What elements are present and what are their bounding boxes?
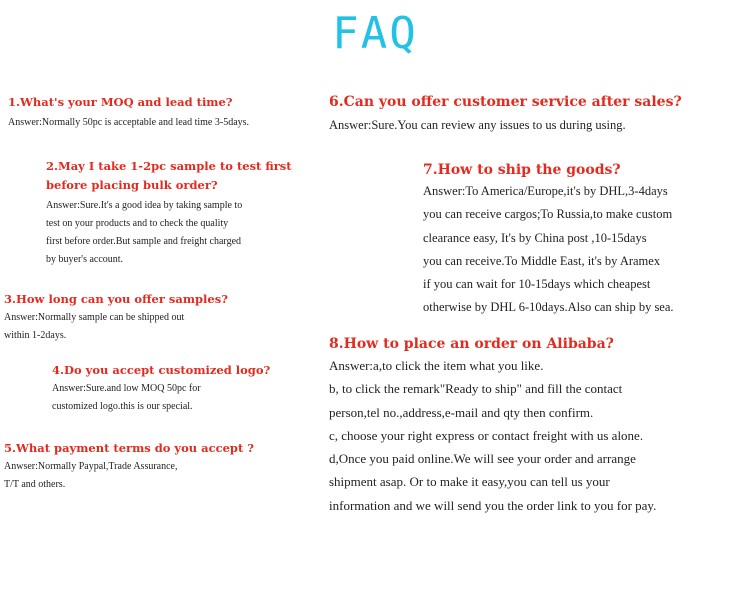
faq-item-6	[329, 92, 682, 137]
faq-item-7	[423, 160, 674, 320]
faq-item-3	[4, 290, 228, 345]
faq-question-3: 3.How long can you offer samples?	[4, 292, 228, 306]
faq-answer-2: Answer:Sure.It's a good idea by taking sample to test on your products and to check the quality first before order.But sample and freight charged by buyer's account.	[46, 200, 243, 265]
faq-answer-6: Answer:Sure.You can review any issues to us during using.	[329, 118, 626, 132]
faq-answer-4: Answer:Sure.and low MOQ 50pc for customized logo.this is our special.	[52, 383, 201, 412]
faq-item-8	[329, 334, 656, 517]
faq-answer-1: Answer:Normally 50pc is acceptable and lead time 3-5days.	[8, 117, 250, 128]
faq-item-1	[8, 93, 249, 132]
faq-answer-7: Answer:To America/Europe,it's by DHL,3-4days you can receive cargos;To Russia,to make custom clearance easy, It's by China post ,10-15days you can receive.To Middle East, it's by Aramex if you can wait for 10-15days which cheapest otherwise by DHL 6-10days.Also can ship by sea.	[423, 184, 674, 315]
faq-question-7: 7.How to ship the goods?	[423, 162, 621, 178]
faq-answer-8: Answer:a,to click the item what you like. b, to click the remark"Ready to ship" and fill the contact person,tel no.,address,e-mail and qty then confirm. c, choose your right express or contact freight with us alone. d,Once you paid online.We will see your order and arrange shipment asap. Or to make it easy,you can tell us your information and we will send you the order link to you for pay.	[329, 358, 657, 513]
faq-question-4: 4.Do you accept customized logo?	[52, 363, 271, 377]
page-title: FAQ	[332, 8, 418, 59]
faq-item-2	[46, 157, 292, 269]
faq-answer-5: Anwser:Normally Paypal,Trade Assurance, T/T and others.	[4, 461, 178, 490]
faq-question-8: 8.How to place an order on Alibaba?	[329, 336, 614, 352]
faq-item-4	[52, 361, 270, 416]
faq-question-6: 6.Can you offer customer service after sales?	[329, 94, 682, 110]
faq-question-1: 1.What's your MOQ and lead time?	[8, 95, 233, 109]
faq-answer-3: Answer:Normally sample can be shipped out within 1-2days.	[4, 312, 185, 341]
faq-question-2: 2.May I take 1-2pc sample to test first before placing bulk order?	[46, 159, 292, 192]
faq-question-5: 5.What payment terms do you accept ?	[4, 441, 255, 455]
faq-item-5	[4, 439, 254, 494]
